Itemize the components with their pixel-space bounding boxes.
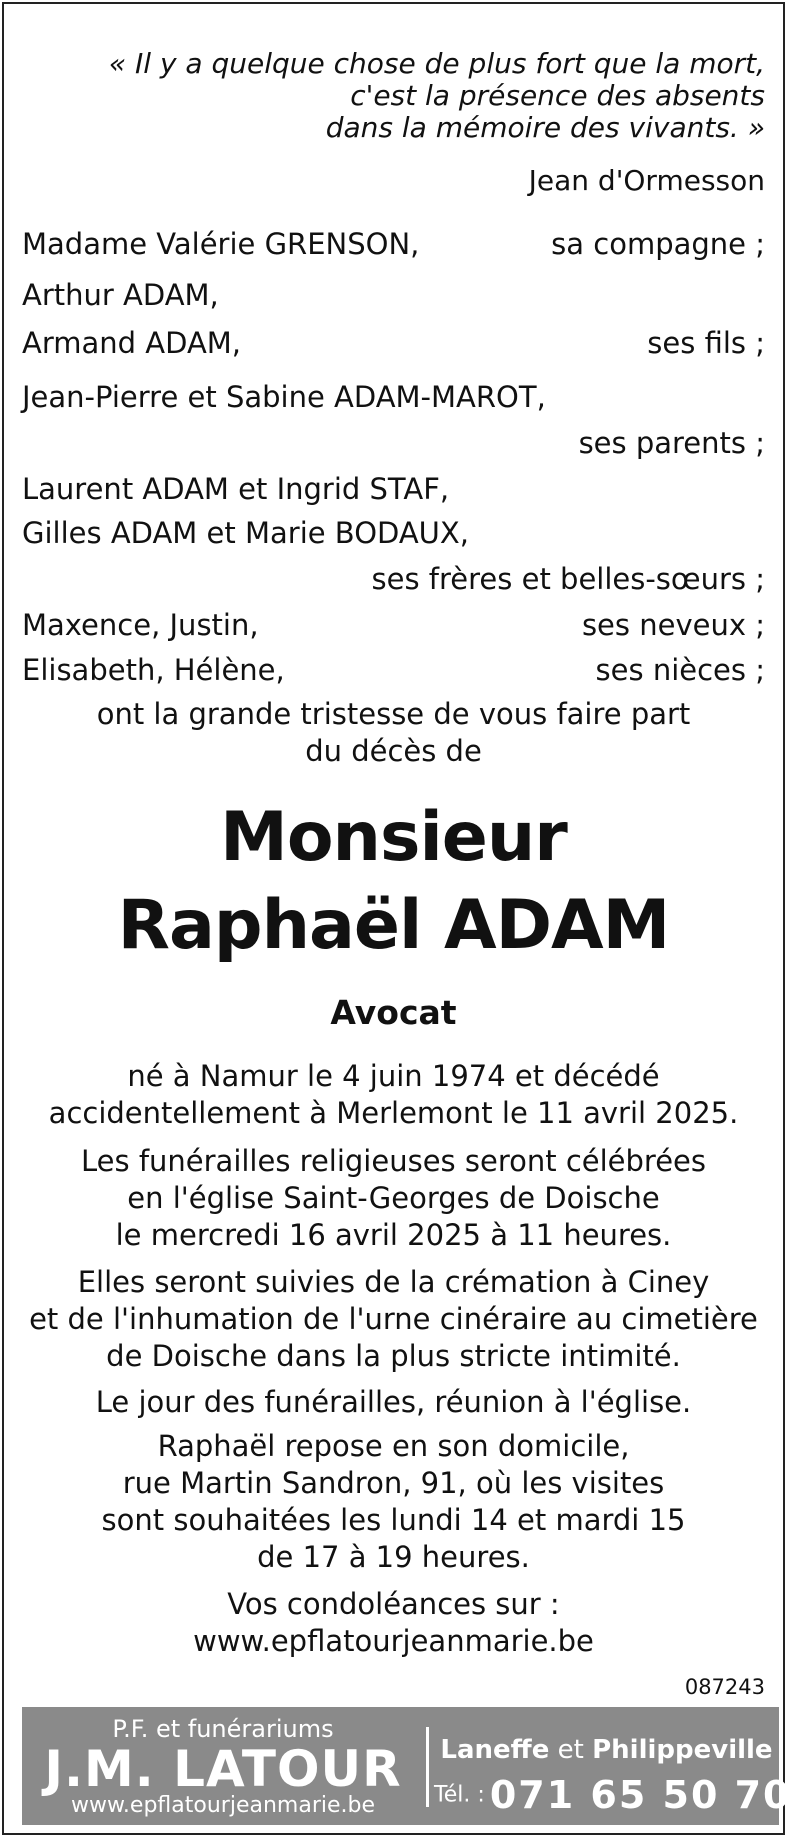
family-row-companion [22,225,765,263]
quote-line: « Il y a quelque chose de plus fort que la mort, [108,47,765,80]
quote-line: c'est la présence des absents [350,79,765,112]
paragraph-line: rue Martin Sandron, 91, où les visites [122,1466,665,1500]
paragraph-line: et de l'inhumation de l'urne cinéraire au cimetière [29,1302,758,1336]
paragraph-line: le mercredi 16 avril 2025 à 11 heures. [115,1218,672,1252]
funeral-home-tagline: P.F. et funérariums [112,1715,334,1743]
family-name: Maxence, Justin, [22,608,259,642]
deceased-name [22,794,765,970]
funeral-home-brand [22,1707,424,1825]
paragraph-line: sont souhaitées les lundi 14 et mardi 15 [101,1503,686,1537]
paragraph-line: né à Namur le 4 juin 1974 et décédé [127,1059,660,1093]
paragraph-line: accidentellement à Merlemont le 11 avril 2025. [48,1096,739,1130]
funeral-home-banner [22,1707,791,1825]
family-name: Jean-Pierre et Sabine ADAM-MAROT, [22,380,546,414]
family-relation: sa compagne ; [551,227,765,261]
funeral-home-contact [434,1707,791,1825]
family-name: Laurent ADAM et Ingrid STAF, [22,472,450,506]
paragraph-line: Raphaël repose en son domicile, [157,1429,630,1463]
family-name: Armand ADAM, [22,326,242,360]
reference-number: 087243 [684,1675,765,1699]
phone-number[interactable]: 071 65 50 70 [489,1773,791,1817]
banner-divider [426,1727,429,1807]
announcement-line: du décès de [305,734,482,768]
paragraph-line: Vos condoléances sur : [227,1587,560,1621]
paragraph-line: de Doische dans la plus stricte intimité. [106,1339,681,1373]
announcement [22,696,765,770]
family-row-nephews [22,606,765,644]
funeral-paragraph [22,1143,765,1254]
family-relation: ses nièces ; [595,653,765,687]
family-name: Elisabeth, Hélène, [22,653,285,687]
family-name: Arthur ADAM, [22,278,219,312]
quote-line: dans la mémoire des vivants. » [325,111,765,144]
cremation-paragraph [22,1264,765,1375]
family-name: Gilles ADAM et Marie BODAUX, [22,516,469,550]
family-row-nieces [22,651,765,689]
gathering-paragraph: Le jour des funérailles, réunion à l'église. [95,1385,692,1419]
condolences-paragraph [22,1586,765,1660]
family-row-brother2 [22,514,765,552]
quote-author: Jean d'Ormesson [528,164,765,197]
city-name: Philippeville [592,1735,773,1765]
obituary-frame [2,2,791,1835]
city-conjunction: et [557,1735,584,1765]
family-row-parents-relation [22,424,765,462]
deceased-fullname: Raphaël ADAM [117,886,670,965]
family-relation: ses neveux ; [581,608,765,642]
funeral-home-locations [434,1735,779,1765]
family-row-parents [22,378,765,416]
city-name: Laneffe [440,1735,550,1765]
paragraph-line: Elles seront suivies de la crémation à Ciney [77,1265,710,1299]
funeral-home-name: J.M. LATOUR [44,1740,402,1798]
family-row-brother1 [22,470,765,508]
condolences-link[interactable]: www.epflatourjeanmarie.be [193,1624,594,1658]
phone-label: Tél. : [434,1782,485,1808]
paragraph-line: Les funérailles religieuses seront célébrées [81,1144,706,1178]
announcement-line: ont la grande tristesse de vous faire part [96,697,691,731]
family-relation: ses fils ; [647,326,765,360]
family-row-brothers-relation [22,560,765,598]
epigraph-quote [109,48,765,144]
family-row-son1 [22,276,765,314]
family-relation: ses frères et belles-sœurs ; [371,562,765,596]
visitation-paragraph [22,1428,765,1576]
family-relation: ses parents ; [578,426,765,460]
deceased-title: Monsieur [220,798,567,877]
paragraph-line: de 17 à 19 heures. [257,1540,530,1574]
family-name: Madame Valérie GRENSON, [22,227,420,261]
paragraph-line: en l'église Saint-Georges de Doische [127,1181,660,1215]
deceased-profession: Avocat [330,993,457,1032]
birth-death-paragraph [22,1058,765,1132]
funeral-home-website[interactable]: www.epflatourjeanmarie.be [70,1793,376,1818]
funeral-home-phone [434,1773,791,1817]
family-row-son2 [22,324,765,362]
